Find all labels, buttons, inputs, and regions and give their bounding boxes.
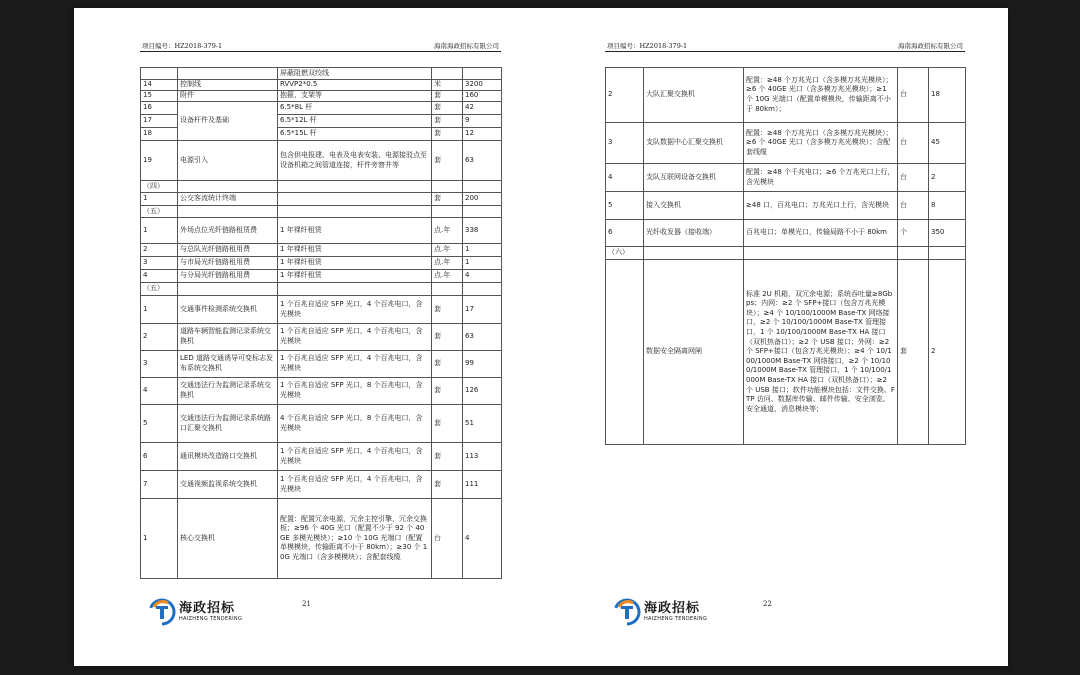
project-number: 项目编号：HZ2018-379-1 (142, 42, 223, 50)
haizheng-logo-icon (148, 598, 176, 626)
row-name: 交通违法行为监测记录系统路口汇聚交换机 (178, 405, 278, 443)
row-no: 1 (141, 499, 178, 579)
row-spec: 1 个百兆自适应 SFP 光口，4 个百兆电口，含光模块 (278, 351, 432, 378)
row-spec: 1 年裸纤租赁 (278, 257, 432, 270)
row-name: 电源引入 (178, 141, 278, 181)
table-row (141, 443, 502, 471)
row-no: （六） (606, 247, 644, 260)
row-spec: 1 年裸纤租赁 (278, 218, 432, 244)
row-unit: 台 (898, 123, 929, 164)
row-no: 15 (141, 91, 178, 102)
row-spec: 6.5*12L 杆 (278, 115, 432, 128)
row-name: 交通事件检测系统交换机 (178, 296, 278, 324)
row-unit: 套 (432, 351, 463, 378)
row-unit: 个 (898, 220, 929, 247)
table-row (141, 91, 502, 102)
row-no: 5 (606, 192, 644, 220)
row-name: 光纤收发器（接收端） (644, 220, 744, 247)
table-row (141, 270, 502, 283)
row-name: 控制线 (178, 80, 278, 91)
table-row (141, 257, 502, 270)
row-no: （五） (141, 206, 178, 218)
row-qty: 1 (463, 257, 502, 270)
row-unit: 套 (432, 115, 463, 128)
row-no: 2 (141, 324, 178, 351)
row-name: 与分局光纤链路租用费 (178, 270, 278, 283)
row-unit (432, 68, 463, 80)
table-row (141, 80, 502, 91)
row-qty: 9 (463, 115, 502, 128)
row-qty (463, 283, 502, 296)
table-row (141, 141, 502, 181)
row-qty: 160 (463, 91, 502, 102)
row-unit (432, 181, 463, 193)
row-name (178, 283, 278, 296)
row-unit: 套 (432, 128, 463, 141)
table-row (606, 260, 966, 445)
row-spec (278, 193, 432, 206)
row-qty: 2 (929, 164, 966, 192)
row-qty: 99 (463, 351, 502, 378)
row-qty (463, 206, 502, 218)
logo-name-cn: 海政招标 (644, 600, 701, 616)
row-no: 4 (606, 164, 644, 192)
row-spec: ≥48 口，百兆电口；万兆光口上行，含光模块 (744, 192, 898, 220)
row-qty: 51 (463, 405, 502, 443)
table-row (606, 220, 966, 247)
row-unit: 套 (432, 443, 463, 471)
row-no: 19 (141, 141, 178, 181)
row-spec: 配置：≥48 个万兆光口（含多模万兆光模块）；≥6 个 40GE 光口（含多模万兆光模块）；含配套线缆 (744, 123, 898, 164)
row-unit: 套 (432, 141, 463, 181)
row-name (178, 206, 278, 218)
row-unit (898, 247, 929, 260)
row-no: 4 (141, 270, 178, 283)
row-spec: 抱箍、支架等 (278, 91, 432, 102)
row-qty: 126 (463, 378, 502, 405)
row-unit: 台 (898, 164, 929, 192)
row-qty: 63 (463, 141, 502, 181)
row-spec (278, 283, 432, 296)
row-spec: 4 个百兆自适应 SFP 光口，8 个百兆电口，含光模块 (278, 405, 432, 443)
row-name (178, 68, 278, 80)
row-spec: 1 个百兆自适应 SFP 光口，8 个百兆电口，含光模块 (278, 378, 432, 405)
row-no: 16 (141, 102, 178, 115)
page-number: 21 (302, 600, 311, 608)
row-no: 4 (141, 378, 178, 405)
row-no: 1 (141, 296, 178, 324)
row-no: （四） (141, 181, 178, 193)
row-spec: 1 年裸纤租赁 (278, 244, 432, 257)
page-21 (140, 8, 501, 666)
row-spec: 配置：≥48 个万兆光口（含多模万兆光模块）；≥6 个 40GE 光口（含多模万兆光模块）；≥1 个 10G 光端口（配置单模模块，传输距离不小于 80km）； (744, 68, 898, 123)
document-sheet (74, 8, 1008, 666)
row-name: 公交客流统计终端 (178, 193, 278, 206)
row-name: 支队互联网设备交换机 (644, 164, 744, 192)
row-no: 5 (141, 405, 178, 443)
table-row (606, 68, 966, 123)
row-spec: 配置：配置冗余电源，冗余主控引擎，冗余交换板；≥96 个 40G 光口（配置不少于 92 个 40GE 多模光模块）；≥10 个 10G 光端口（配置单模模块，传输距离不小于 80km）；≥30 个 10G 光端口（含多模模块）；含配套线缆 (278, 499, 432, 579)
row-name: 设备杆件及基础 (178, 102, 278, 141)
row-qty: 63 (463, 324, 502, 351)
row-unit: 台 (432, 499, 463, 579)
table-row (141, 102, 502, 115)
table-row (141, 218, 502, 244)
page-22 (605, 8, 965, 666)
row-unit (432, 206, 463, 218)
table-row (606, 192, 966, 220)
row-no: 3 (606, 123, 644, 164)
row-name: 道路车辆智能监测记录系统交换机 (178, 324, 278, 351)
row-qty: 1 (463, 244, 502, 257)
row-no: （五） (141, 283, 178, 296)
table-row (141, 405, 502, 443)
table-row (141, 499, 502, 579)
row-qty (463, 68, 502, 80)
row-spec: 百兆电口；单模光口，传输局路不小于 80km (744, 220, 898, 247)
haizheng-logo-icon (613, 598, 641, 626)
equipment-table-left (140, 67, 502, 579)
table-row (606, 164, 966, 192)
row-spec: RVVP2*0.5 (278, 80, 432, 91)
row-name (178, 181, 278, 193)
row-qty: 18 (929, 68, 966, 123)
row-unit: 套 (432, 378, 463, 405)
section-row (606, 247, 966, 260)
table-row (606, 123, 966, 164)
row-qty: 45 (929, 123, 966, 164)
table-row (141, 351, 502, 378)
row-qty: 12 (463, 128, 502, 141)
row-spec: 1 个百兆自适应 SFP 光口，4 个百兆电口，含光模块 (278, 296, 432, 324)
row-spec: 配置：≥48 个千兆电口；≥6 个万兆光口上行，含光模块 (744, 164, 898, 192)
row-no (141, 68, 178, 80)
row-spec (744, 247, 898, 260)
page-header (605, 40, 965, 52)
row-qty (463, 181, 502, 193)
logo-name-en: HAIZHENG TENDERING (644, 615, 708, 622)
row-qty: 2 (929, 260, 966, 445)
section-row (141, 206, 502, 218)
row-no: 3 (141, 351, 178, 378)
row-qty: 113 (463, 443, 502, 471)
row-unit: 套 (432, 471, 463, 499)
row-spec: 1 个百兆自适应 SFP 光口，4 个百兆电口，含光模块 (278, 443, 432, 471)
row-qty: 4 (463, 499, 502, 579)
row-spec: 包含供电报建、电表及电表安装、电源接驳点至设备机箱之间管道连接，杆件旁窨井等 (278, 141, 432, 181)
row-qty: 350 (929, 220, 966, 247)
table-row (141, 193, 502, 206)
row-spec: 1 个百兆自适应 SFP 光口，4 个百兆电口，含光模块 (278, 324, 432, 351)
row-unit: 台 (898, 68, 929, 123)
row-qty: 17 (463, 296, 502, 324)
row-unit: 点.年 (432, 218, 463, 244)
row-spec: 6.5*15L 杆 (278, 128, 432, 141)
row-no: 14 (141, 80, 178, 91)
row-spec: 6.5*8L 杆 (278, 102, 432, 115)
row-unit: 点.年 (432, 257, 463, 270)
row-unit: 点.年 (432, 270, 463, 283)
company-logo (613, 598, 707, 626)
row-no: 1 (141, 218, 178, 244)
row-name: 附件 (178, 91, 278, 102)
row-spec: 屏蔽阻燃双绞线 (278, 68, 432, 80)
row-no: 18 (141, 128, 178, 141)
row-no: 2 (606, 68, 644, 123)
row-qty (929, 247, 966, 260)
row-unit: 套 (432, 193, 463, 206)
table-row (141, 244, 502, 257)
table-row (141, 324, 502, 351)
section-row (141, 283, 502, 296)
row-name: 数据安全隔离网闸 (644, 260, 744, 445)
row-name: 与总队光纤链路租用费 (178, 244, 278, 257)
row-qty: 111 (463, 471, 502, 499)
row-unit: 套 (898, 260, 929, 445)
row-spec: 标准 2U 机箱，双冗余电源；系统吞吐量≥8Gbps；内网：≥2 个 SFP+接口（包含万兆光模块）；≥4 个 10/100/1000M Base-TX 网络接口，≥2 个 10/100/1000M Base-TX 管理接口，1 个 10/100/1000M Base-TX HA 接口（双机热备口）；≥2 个 USB 接口；外网：≥2 个 SFP+接口（包含万兆光模块）；≥4 个 10/100/1000M Base-TX 网络接口，≥2 个 10/100/1000M Base-TX 管理接口，1 个 10/100/1000M Base-TX HA 接口（双机热备口）；≥2 个 USB 接口；软件功能模块包括：文件交换、FTP 访问、数据库传输、邮件传输、安全浏览、安全通道、消息模块等； (744, 260, 898, 445)
row-spec: 1 个百兆自适应 SFP 光口，4 个百兆电口，含光模块 (278, 471, 432, 499)
table-row (141, 471, 502, 499)
row-spec (278, 206, 432, 218)
page-number: 22 (763, 600, 772, 608)
company-name: 海南海政招标有限公司 (898, 42, 963, 50)
row-no: 1 (141, 193, 178, 206)
row-name: 交通视频监视系统交换机 (178, 471, 278, 499)
row-name: 与市局光纤链路租用费 (178, 257, 278, 270)
row-name: LED 道路交通诱导可变标志发布系统交换机 (178, 351, 278, 378)
row-unit: 米 (432, 80, 463, 91)
row-qty: 42 (463, 102, 502, 115)
row-unit: 点.年 (432, 244, 463, 257)
row-unit: 套 (432, 102, 463, 115)
row-unit: 套 (432, 405, 463, 443)
equipment-table-right (605, 67, 966, 445)
row-no: 6 (606, 220, 644, 247)
table-row (141, 68, 502, 80)
table-row (141, 296, 502, 324)
row-unit: 套 (432, 91, 463, 102)
row-no: 6 (141, 443, 178, 471)
row-spec: 1 年裸纤租赁 (278, 270, 432, 283)
row-qty: 338 (463, 218, 502, 244)
row-unit: 套 (432, 324, 463, 351)
row-spec (278, 181, 432, 193)
row-qty: 3200 (463, 80, 502, 91)
row-name: 核心交换机 (178, 499, 278, 579)
row-name: 接入交换机 (644, 192, 744, 220)
row-unit: 套 (432, 296, 463, 324)
page-header (140, 40, 501, 52)
row-qty: 200 (463, 193, 502, 206)
row-no: 17 (141, 115, 178, 128)
row-name: 交通违法行为监测记录系统交换机 (178, 378, 278, 405)
row-name: 支队数据中心汇聚交换机 (644, 123, 744, 164)
company-logo (148, 598, 242, 626)
row-unit: 台 (898, 192, 929, 220)
row-qty: 8 (929, 192, 966, 220)
row-name: 通讯模块改造路口交换机 (178, 443, 278, 471)
row-no (606, 260, 644, 445)
logo-name-cn: 海政招标 (179, 600, 236, 616)
row-unit (432, 283, 463, 296)
row-name: 大队汇聚交换机 (644, 68, 744, 123)
company-name: 海南海政招标有限公司 (434, 42, 499, 50)
row-name (644, 247, 744, 260)
logo-name-en: HAIZHENG TENDERING (179, 615, 243, 622)
project-number: 项目编号：HZ2018-379-1 (607, 42, 688, 50)
row-qty: 4 (463, 270, 502, 283)
row-name: 外场点位光纤链路租赁费 (178, 218, 278, 244)
table-row (141, 378, 502, 405)
row-no: 2 (141, 244, 178, 257)
row-no: 7 (141, 471, 178, 499)
row-no: 3 (141, 257, 178, 270)
section-row (141, 181, 502, 193)
